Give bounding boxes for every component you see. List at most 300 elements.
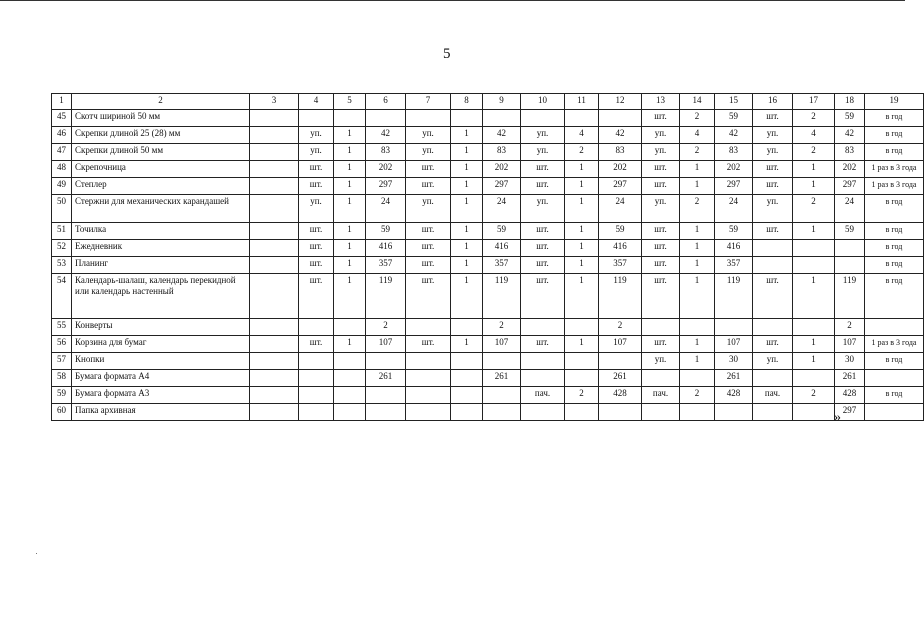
table-cell: 1: [565, 240, 599, 257]
column-number-header: 6: [366, 94, 406, 110]
table-cell: уп.: [642, 195, 680, 223]
column-number-header: 11: [565, 94, 599, 110]
table-cell: 30: [835, 353, 865, 370]
table-cell: [565, 404, 599, 421]
row-number-cell: 51: [52, 223, 72, 240]
table-cell: 1: [565, 161, 599, 178]
table-row: [52, 336, 924, 353]
table-cell: 119: [599, 274, 642, 319]
column-number-header: 9: [483, 94, 521, 110]
table-cell: [521, 110, 565, 127]
frequency-cell: в год: [865, 257, 924, 274]
column-number-header: 14: [680, 94, 715, 110]
table-cell: 2: [565, 387, 599, 404]
table-cell: [451, 404, 483, 421]
item-name-cell: Планинг: [72, 257, 250, 274]
frequency-cell: в год: [865, 223, 924, 240]
table-cell: 1: [451, 223, 483, 240]
table-cell: 83: [599, 144, 642, 161]
table-cell: 59: [366, 223, 406, 240]
table-row: [52, 353, 924, 370]
table-cell: [599, 110, 642, 127]
table-cell: [835, 240, 865, 257]
table-cell: 119: [715, 274, 753, 319]
row-number-cell: 54: [52, 274, 72, 319]
table-row: [52, 274, 924, 319]
row-number-cell: 57: [52, 353, 72, 370]
table-cell: шт.: [642, 336, 680, 353]
table-cell: [521, 370, 565, 387]
table-cell: уп.: [521, 144, 565, 161]
table-cell: уп.: [753, 195, 793, 223]
table-cell: шт.: [521, 161, 565, 178]
table-cell: 297: [599, 178, 642, 195]
table-cell: 202: [599, 161, 642, 178]
table-cell: 1: [451, 178, 483, 195]
table-cell: 2: [366, 319, 406, 336]
table-cell: уп.: [406, 144, 451, 161]
table-row: [52, 404, 924, 421]
item-name-cell: Папка архивная: [72, 404, 250, 421]
frequency-cell: в год: [865, 387, 924, 404]
table-cell: 1: [451, 274, 483, 319]
table-row: [52, 127, 924, 144]
column-number-header: 19: [865, 94, 924, 110]
table-cell: [715, 404, 753, 421]
table-cell: 42: [835, 127, 865, 144]
table-cell: 357: [483, 257, 521, 274]
table-cell: 261: [483, 370, 521, 387]
column-number-header: 3: [250, 94, 299, 110]
table-cell: 24: [599, 195, 642, 223]
table-cell: [451, 319, 483, 336]
table-cell: [250, 274, 299, 319]
table-cell: шт.: [642, 110, 680, 127]
table-cell: 1: [793, 223, 835, 240]
table-cell: шт.: [406, 274, 451, 319]
row-number-cell: 47: [52, 144, 72, 161]
table-cell: [642, 319, 680, 336]
table-cell: [753, 257, 793, 274]
table-cell: шт.: [521, 223, 565, 240]
table-cell: 416: [599, 240, 642, 257]
table-cell: 357: [366, 257, 406, 274]
frequency-cell: в год: [865, 274, 924, 319]
table-cell: 1: [451, 144, 483, 161]
table-cell: шт.: [753, 336, 793, 353]
table-cell: шт.: [521, 257, 565, 274]
item-name-cell: Конверты: [72, 319, 250, 336]
table-cell: 83: [366, 144, 406, 161]
table-cell: [483, 353, 521, 370]
table-cell: 297: [366, 178, 406, 195]
table-cell: [565, 319, 599, 336]
table-cell: шт.: [406, 161, 451, 178]
table-cell: [334, 110, 366, 127]
table-cell: 261: [835, 370, 865, 387]
table-cell: 1: [680, 240, 715, 257]
table-cell: 2: [835, 319, 865, 336]
table-cell: шт.: [642, 274, 680, 319]
table-cell: 1: [334, 336, 366, 353]
column-number-header: 5: [334, 94, 366, 110]
table-cell: 1: [680, 223, 715, 240]
table-cell: [334, 404, 366, 421]
table-cell: 357: [715, 257, 753, 274]
table-cell: [250, 387, 299, 404]
top-border-line: [0, 0, 905, 1]
table-cell: [250, 240, 299, 257]
table-row: [52, 223, 924, 240]
table-cell: [334, 319, 366, 336]
item-name-cell: Скрепки длиной 25 (28) мм: [72, 127, 250, 144]
table-row: [52, 240, 924, 257]
table-cell: [565, 110, 599, 127]
table-cell: шт.: [299, 223, 334, 240]
table-cell: 202: [483, 161, 521, 178]
table-cell: 2: [680, 195, 715, 223]
frequency-cell: в год: [865, 127, 924, 144]
table-cell: 1: [451, 161, 483, 178]
table-cell: уп.: [299, 144, 334, 161]
table-cell: шт.: [753, 223, 793, 240]
frequency-cell: 1 раз в 3 года: [865, 178, 924, 195]
table-cell: [334, 387, 366, 404]
table-cell: 42: [599, 127, 642, 144]
frequency-cell: [865, 370, 924, 387]
page-number: 5: [443, 46, 451, 62]
table-row: [52, 387, 924, 404]
table-cell: шт.: [642, 161, 680, 178]
table-cell: [406, 353, 451, 370]
table-cell: [521, 404, 565, 421]
item-name-cell: Ежедневник: [72, 240, 250, 257]
table-cell: 1: [680, 353, 715, 370]
table-cell: 2: [793, 110, 835, 127]
frequency-cell: 1 раз в 3 года: [865, 161, 924, 178]
table-cell: шт.: [521, 336, 565, 353]
column-number-header: 8: [451, 94, 483, 110]
norms-table: [51, 93, 924, 421]
table-cell: 24: [366, 195, 406, 223]
row-number-cell: 60: [52, 404, 72, 421]
table-cell: [299, 370, 334, 387]
row-number-cell: 46: [52, 127, 72, 144]
table-row: [52, 144, 924, 161]
item-name-cell: Степлер: [72, 178, 250, 195]
table-cell: уп.: [642, 144, 680, 161]
table-cell: [793, 319, 835, 336]
table-header-row: [52, 94, 924, 110]
table-cell: [250, 161, 299, 178]
table-cell: 261: [599, 370, 642, 387]
table-cell: [642, 404, 680, 421]
table-cell: 2: [680, 387, 715, 404]
table-cell: 2: [565, 144, 599, 161]
item-name-cell: Корзина для бумаг: [72, 336, 250, 353]
table-cell: шт.: [753, 110, 793, 127]
table-cell: шт.: [642, 178, 680, 195]
table-cell: [451, 370, 483, 387]
table-cell: 297: [715, 178, 753, 195]
table-cell: 297: [835, 178, 865, 195]
column-number-header: 7: [406, 94, 451, 110]
table-cell: шт.: [521, 178, 565, 195]
table-cell: [680, 404, 715, 421]
table-cell: [334, 353, 366, 370]
table-cell: [753, 319, 793, 336]
table-cell: шт.: [642, 257, 680, 274]
table-cell: [451, 387, 483, 404]
table-cell: [366, 110, 406, 127]
table-cell: [680, 319, 715, 336]
table-cell: пач.: [642, 387, 680, 404]
table-cell: [250, 144, 299, 161]
table-cell: 2: [793, 144, 835, 161]
table-cell: 2: [793, 195, 835, 223]
column-number-header: 17: [793, 94, 835, 110]
table-cell: [793, 404, 835, 421]
table-cell: [250, 178, 299, 195]
table-cell: уп.: [521, 127, 565, 144]
table-cell: 202: [835, 161, 865, 178]
item-name-cell: Скотч шириной 50 мм: [72, 110, 250, 127]
table-cell: шт.: [299, 178, 334, 195]
table-cell: 119: [366, 274, 406, 319]
table-cell: 261: [366, 370, 406, 387]
table-cell: 4: [793, 127, 835, 144]
table-cell: 357: [599, 257, 642, 274]
table-cell: 1: [565, 195, 599, 223]
table-cell: шт.: [521, 274, 565, 319]
table-cell: 107: [599, 336, 642, 353]
table-cell: 1: [680, 178, 715, 195]
table-cell: шт.: [299, 336, 334, 353]
table-cell: уп.: [753, 127, 793, 144]
table-cell: 428: [835, 387, 865, 404]
table-cell: [250, 353, 299, 370]
table-cell: шт.: [521, 240, 565, 257]
table-row: [52, 161, 924, 178]
table-cell: [366, 387, 406, 404]
table-cell: 1: [334, 144, 366, 161]
table-cell: 2: [680, 144, 715, 161]
table-cell: [406, 110, 451, 127]
table-row: [52, 195, 924, 223]
table-cell: [793, 370, 835, 387]
table-cell: 1: [793, 336, 835, 353]
item-name-cell: Кнопки: [72, 353, 250, 370]
table-cell: [753, 404, 793, 421]
table-cell: 42: [366, 127, 406, 144]
item-name-cell: Бумага формата А4: [72, 370, 250, 387]
table-cell: 42: [715, 127, 753, 144]
table-cell: [299, 319, 334, 336]
frequency-cell: в год: [865, 353, 924, 370]
table-cell: 107: [366, 336, 406, 353]
table-cell: 1: [334, 178, 366, 195]
table-cell: [565, 370, 599, 387]
table-cell: 2: [599, 319, 642, 336]
table-cell: 1: [334, 257, 366, 274]
table-cell: 107: [835, 336, 865, 353]
table-cell: 1: [793, 353, 835, 370]
table-cell: 1: [334, 195, 366, 223]
table-cell: [366, 404, 406, 421]
table-cell: 1: [334, 223, 366, 240]
column-number-header: 16: [753, 94, 793, 110]
frequency-cell: [865, 319, 924, 336]
table-cell: 1: [565, 257, 599, 274]
table-cell: пач.: [753, 387, 793, 404]
column-number-header: 4: [299, 94, 334, 110]
column-number-header: 15: [715, 94, 753, 110]
table-cell: 119: [483, 274, 521, 319]
table-cell: уп.: [406, 127, 451, 144]
table-cell: 202: [366, 161, 406, 178]
table-cell: [680, 370, 715, 387]
table-cell: 1: [334, 127, 366, 144]
table-cell: [250, 319, 299, 336]
table-row: [52, 178, 924, 195]
item-name-cell: Точилка: [72, 223, 250, 240]
table-cell: уп.: [753, 144, 793, 161]
table-cell: 1: [680, 161, 715, 178]
table-cell: 1: [334, 274, 366, 319]
table-cell: шт.: [299, 161, 334, 178]
table-cell: шт.: [753, 178, 793, 195]
table-cell: уп.: [753, 353, 793, 370]
table-row: [52, 110, 924, 127]
table-cell: [521, 319, 565, 336]
table-cell: [406, 404, 451, 421]
table-cell: шт.: [299, 274, 334, 319]
table-cell: [334, 370, 366, 387]
table-cell: [753, 370, 793, 387]
table-cell: [250, 195, 299, 223]
table-cell: шт.: [406, 257, 451, 274]
table-cell: [715, 319, 753, 336]
table-cell: 1: [451, 127, 483, 144]
table-cell: шт.: [642, 223, 680, 240]
table-cell: уп.: [642, 127, 680, 144]
table-cell: шт.: [406, 223, 451, 240]
frequency-cell: в год: [865, 240, 924, 257]
table-cell: 4: [565, 127, 599, 144]
table-cell: 59: [835, 223, 865, 240]
table-cell: 1: [680, 274, 715, 319]
table-cell: [250, 336, 299, 353]
table-cell: шт.: [642, 240, 680, 257]
table-cell: уп.: [521, 195, 565, 223]
table-cell: [250, 370, 299, 387]
table-cell: [642, 370, 680, 387]
table-cell: 1: [680, 336, 715, 353]
table-cell: 83: [835, 144, 865, 161]
table-cell: 59: [835, 110, 865, 127]
item-name-cell: Бумага формата А3: [72, 387, 250, 404]
column-number-header: 1: [52, 94, 72, 110]
table-cell: [521, 353, 565, 370]
table-cell: [250, 127, 299, 144]
table-cell: 1: [565, 178, 599, 195]
item-name-cell: Стержни для механических карандашей: [72, 195, 250, 223]
table-cell: 1: [793, 274, 835, 319]
column-number-header: 12: [599, 94, 642, 110]
table-cell: [250, 223, 299, 240]
row-number-cell: 49: [52, 178, 72, 195]
table-cell: 1: [334, 240, 366, 257]
row-number-cell: 56: [52, 336, 72, 353]
table-cell: [565, 353, 599, 370]
table-cell: 416: [483, 240, 521, 257]
scan-speck: [36, 553, 37, 554]
table-cell: 1: [680, 257, 715, 274]
table-cell: 24: [835, 195, 865, 223]
table-cell: [406, 387, 451, 404]
table-cell: [483, 387, 521, 404]
table-cell: [406, 319, 451, 336]
table-cell: [835, 257, 865, 274]
table-cell: 202: [715, 161, 753, 178]
table-cell: [299, 404, 334, 421]
table-cell: шт.: [406, 240, 451, 257]
table-cell: шт.: [753, 274, 793, 319]
table-cell: [250, 257, 299, 274]
table-cell: [753, 240, 793, 257]
row-number-cell: 59: [52, 387, 72, 404]
table-cell: шт.: [299, 240, 334, 257]
table-cell: 83: [715, 144, 753, 161]
table-cell: [599, 404, 642, 421]
table-cell: 1: [793, 178, 835, 195]
table-cell: 1: [451, 240, 483, 257]
table-cell: [299, 387, 334, 404]
row-number-cell: 45: [52, 110, 72, 127]
table-cell: 30: [715, 353, 753, 370]
table-cell: [250, 404, 299, 421]
table-cell: [451, 110, 483, 127]
table-row: [52, 319, 924, 336]
table-cell: 297: [835, 404, 865, 421]
table-cell: 1: [565, 223, 599, 240]
frequency-cell: [865, 404, 924, 421]
column-number-header: 10: [521, 94, 565, 110]
table-cell: 416: [366, 240, 406, 257]
table-cell: 2: [680, 110, 715, 127]
table-cell: 1: [565, 336, 599, 353]
table-cell: 428: [715, 387, 753, 404]
table-cell: 1: [451, 195, 483, 223]
item-name-cell: Скрепки длиной 50 мм: [72, 144, 250, 161]
table-cell: 83: [483, 144, 521, 161]
frequency-cell: в год: [865, 195, 924, 223]
row-number-cell: 48: [52, 161, 72, 178]
column-number-header: 2: [72, 94, 250, 110]
table-row: [52, 257, 924, 274]
table-cell: 59: [483, 223, 521, 240]
frequency-cell: в год: [865, 110, 924, 127]
table-cell: уп.: [299, 127, 334, 144]
item-name-cell: Календарь-шалаш, календарь перекидной или календарь настенный: [72, 274, 250, 319]
table-cell: [299, 110, 334, 127]
column-number-header: 18: [835, 94, 865, 110]
table-cell: 1: [334, 161, 366, 178]
row-number-cell: 53: [52, 257, 72, 274]
item-name-cell: Скрепочница: [72, 161, 250, 178]
row-number-cell: 55: [52, 319, 72, 336]
table-cell: 2: [483, 319, 521, 336]
